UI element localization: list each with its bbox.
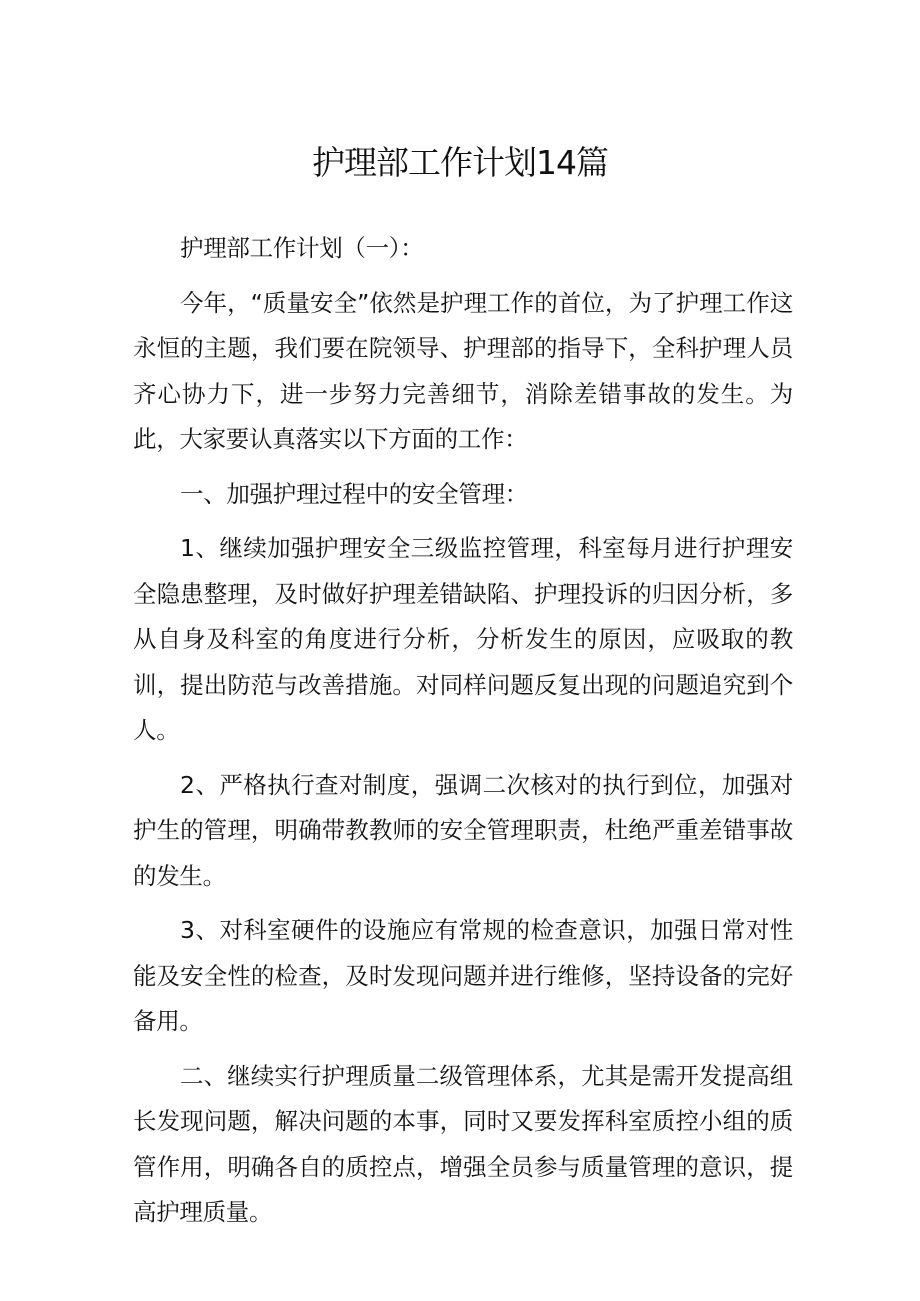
paragraph-section-2: 二、继续实行护理质量二级管理体系，尤其是需开发提高组长发现问题，解决问题的本事，同时又要发挥科室质控小组的质管作用，明确各自的质控点，增强全员参与质量管理的意识，提高护理质量。	[133, 1061, 793, 1226]
document-title: 护理部工作计划14篇	[312, 143, 608, 182]
paragraph-item-2: 2、严格执行查对制度，强调二次核对的执行到位，加强对护生的管理，明确带教教师的安全管理职责，杜绝严重差错事故的发生。	[133, 770, 793, 890]
document-body	[133, 226, 793, 1245]
paragraph-section-1-heading: 一、加强护理过程中的安全管理：	[180, 479, 528, 508]
paragraph-item-1: 1、继续加强护理安全三级监控管理，科室每月进行护理安全隐患整理，及时做好护理差错缺陷、护理投诉的归因分析，多从自身及科室的角度进行分析，分析发生的原因，应吸取的教训，提出防范与改善措施。对同样问题反复出现的问题追究到个人。	[133, 534, 793, 744]
paragraph-item-3: 3、对科室硬件的设施应有常规的检查意识，加强日常对性能及安全性的检查，及时发现问题并进行维修，坚持设备的完好备用。	[133, 916, 793, 1035]
paragraph-intro: 今年，“质量安全”依然是护理工作的首位，为了护理工作这永恒的主题，我们要在院领导、护理部的指导下，全科护理人员齐心协力下，进一步努力完善细节，消除差错事故的发生。为此，大家要认真落实以下方面的工作：	[133, 288, 793, 453]
paragraph-heading: 护理部工作计划（一）：	[180, 234, 424, 262]
